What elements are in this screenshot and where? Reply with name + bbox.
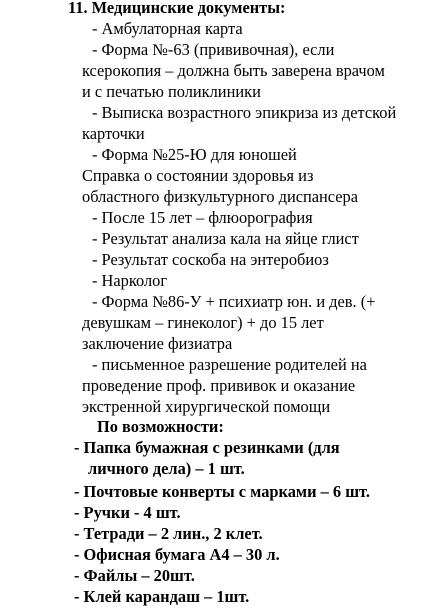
doc-item-continuation: и с печатью поликлиники: [82, 82, 261, 101]
doc-item: - Форма №-63 (прививочная), если: [92, 40, 335, 59]
doc-item: - Форма №86-У + психиатр юн. и дев. (+: [92, 292, 376, 311]
optional-item: - Клей карандаш – 1шт.: [74, 587, 250, 606]
doc-item-continuation: карточки: [82, 124, 145, 143]
optional-item: - Офисная бумага А4 – 30 л.: [74, 545, 280, 564]
optional-item: - Ручки - 4 шт.: [74, 503, 181, 522]
doc-item: - Форма №25-Ю для юношей: [92, 145, 297, 164]
optional-item: - Папка бумажная с резинками (для: [74, 438, 340, 457]
doc-item: - Нарколог: [92, 271, 168, 290]
doc-item-continuation: экстренной хирургической помощи: [82, 397, 331, 416]
doc-item: Справка о состоянии здоровья из: [82, 166, 314, 185]
doc-item: - Выписка возрастного эпикриза из детской: [92, 103, 397, 122]
optional-item: - Почтовые конверты с марками – 6 шт.: [74, 482, 370, 501]
optional-item-continuation: личного дела) – 1 шт.: [88, 459, 245, 478]
optional-item: - Файлы – 20шт.: [74, 566, 195, 585]
section-heading: 11. Медицинские документы:: [68, 0, 286, 17]
doc-item: - После 15 лет – флюорография: [92, 208, 313, 227]
optional-item: - Тетради – 2 лин., 2 клет.: [74, 524, 263, 543]
doc-item: - Результат соскоба на энтеробиоз: [92, 250, 329, 269]
doc-item-continuation: девушкам – гинеколог) + до 15 лет: [82, 313, 324, 332]
doc-item: - письменное разрешение родителей на: [92, 355, 367, 374]
doc-item-continuation: ксерокопия – должна быть заверена врачом: [82, 61, 385, 80]
doc-item-continuation: проведение проф. прививок и оказание: [82, 376, 356, 395]
doc-item-continuation: заключение физиатра: [82, 334, 233, 353]
doc-item: - Амбулаторная карта: [92, 19, 243, 38]
doc-item: - Результат анализа кала на яйце глист: [92, 229, 359, 248]
optional-heading: По возможности:: [97, 417, 224, 436]
doc-item-continuation: областного физкультурного диспансера: [82, 187, 359, 206]
